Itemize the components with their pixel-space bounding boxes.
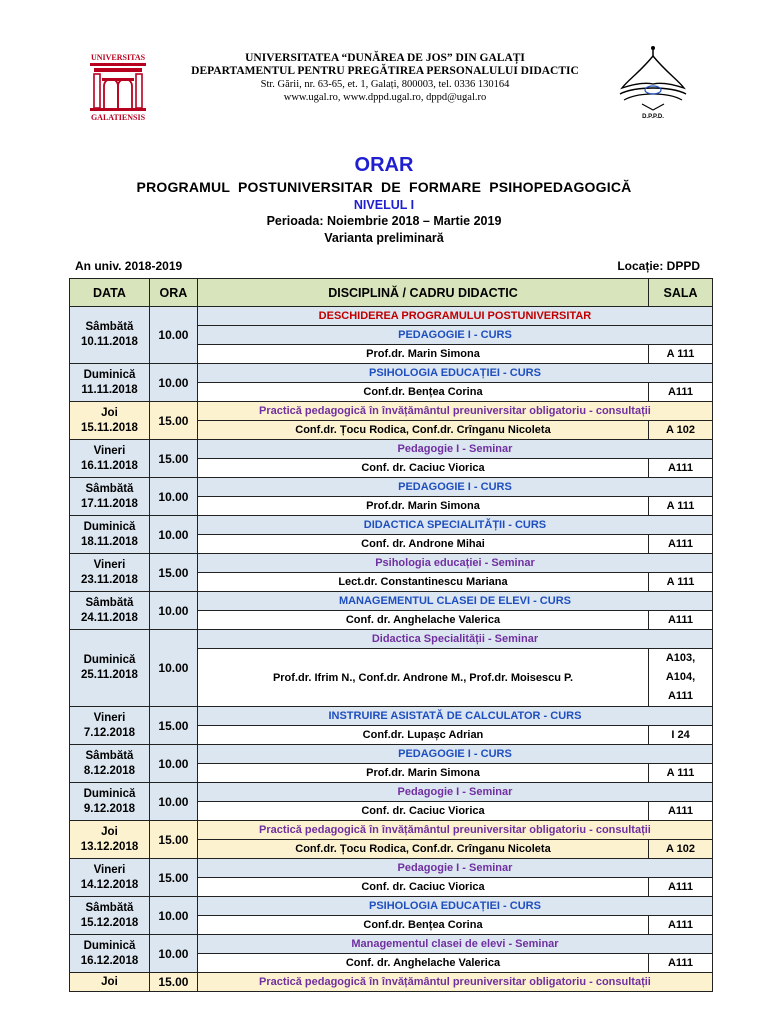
period-text: Perioada: Noiembrie 2018 – Martie 2019 xyxy=(266,214,502,228)
discipline-cell: Practică pedagogică în învățământul preuniversitar obligatoriu - consultații xyxy=(197,973,712,992)
date-value: 18.11.2018 xyxy=(81,535,138,548)
day-name: Duminică xyxy=(83,787,136,800)
time-cell: 15.00 xyxy=(149,707,197,745)
time-cell: 15.00 xyxy=(149,821,197,859)
header-data: DATA xyxy=(70,279,150,307)
table-row xyxy=(70,364,713,383)
date-cell xyxy=(70,897,150,935)
day-name: Sâmbătă xyxy=(85,596,134,609)
room-cell: A111 xyxy=(649,916,713,935)
date-value: 24.11.2018 xyxy=(81,611,138,624)
room-cell: A111 xyxy=(649,611,713,630)
room-cell: A111 xyxy=(649,878,713,897)
time-cell: 10.00 xyxy=(149,783,197,821)
opening-event: DESCHIDEREA PROGRAMULUI POSTUNIVERSITAR xyxy=(197,307,712,326)
date-value: 7.12.2018 xyxy=(83,726,136,739)
date-cell xyxy=(70,364,150,402)
discipline-cell: Pedagogie I - Seminar xyxy=(197,440,712,459)
date-cell xyxy=(70,745,150,783)
date-cell xyxy=(70,707,150,745)
room-cell: A111 xyxy=(649,802,713,821)
logo-left-bottom-text: GALATIENSIS xyxy=(90,113,146,122)
date-cell xyxy=(70,859,150,897)
dppd-logo-icon xyxy=(614,44,692,120)
level-title: NIVELUL I xyxy=(353,198,415,212)
teacher-cell: Conf.dr. Bențea Corina xyxy=(197,383,648,402)
time-cell: 15.00 xyxy=(149,402,197,440)
room-cell: A111 xyxy=(649,459,713,478)
discipline-cell: PSIHOLOGIA EDUCAȚIEI - CURS xyxy=(197,897,712,916)
table-row xyxy=(70,783,713,802)
room-cell: A111 xyxy=(649,954,713,973)
time-cell: 10.00 xyxy=(149,935,197,973)
date-value: 11.11.2018 xyxy=(81,383,138,396)
day-name: Joi xyxy=(101,975,118,988)
discipline-cell: PSIHOLOGIA EDUCAȚIEI - CURS xyxy=(197,364,712,383)
table-row xyxy=(70,897,713,916)
logo-right-text: D.P.P.D. xyxy=(642,114,664,120)
date-value: 8.12.2018 xyxy=(83,764,136,777)
schedule-table xyxy=(69,278,713,992)
date-cell xyxy=(70,592,150,630)
room-cell: I 24 xyxy=(649,726,713,745)
date-cell xyxy=(70,630,150,707)
date-value: 9.12.2018 xyxy=(83,802,136,815)
teacher-cell: Conf. dr. Caciuc Viorica xyxy=(197,802,648,821)
time-cell: 10.00 xyxy=(149,307,197,364)
date-value: 14.12.2018 xyxy=(80,878,139,891)
discipline-cell: DIDACTICA SPECIALITĂȚII - CURS xyxy=(197,516,712,535)
discipline-cell: INSTRUIRE ASISTATĂ DE CALCULATOR - CURS xyxy=(197,707,712,726)
room-cell: A 102 xyxy=(649,840,713,859)
discipline-cell: PEDAGOGIE I - CURS xyxy=(197,745,712,764)
teacher-cell: Conf. dr. Caciuc Viorica xyxy=(197,459,648,478)
header-ora: ORA xyxy=(149,279,197,307)
time-cell: 10.00 xyxy=(149,516,197,554)
discipline-cell: Psihologia educației - Seminar xyxy=(197,554,712,573)
date-value: 15.11.2018 xyxy=(81,421,138,434)
table-row xyxy=(70,745,713,764)
table-row xyxy=(70,440,713,459)
discipline-cell: Didactica Specialității - Seminar xyxy=(197,630,712,649)
teacher-cell: Prof.dr. Marin Simona xyxy=(197,764,648,783)
table-row xyxy=(70,402,713,421)
day-name: Sâmbătă xyxy=(85,482,134,495)
time-cell: 10.00 xyxy=(149,478,197,516)
date-value: 17.11.2018 xyxy=(81,497,138,510)
table-row xyxy=(70,973,713,992)
teacher-cell: Conf. dr. Anghelache Valerica xyxy=(197,954,648,973)
date-cell xyxy=(70,821,150,859)
location: Locație: DPPD xyxy=(617,259,700,273)
title-block xyxy=(0,152,768,247)
time-cell: 10.00 xyxy=(149,897,197,935)
date-cell xyxy=(70,973,150,992)
date-value: 15.12.2018 xyxy=(80,916,139,929)
teacher-cell: Prof.dr. Ifrim N., Conf.dr. Androne M., Prof.dr. Moisescu P. xyxy=(197,649,648,707)
time-cell: 15.00 xyxy=(149,554,197,592)
date-cell xyxy=(70,307,150,364)
room-cell: A 111 xyxy=(649,764,713,783)
university-logo-icon xyxy=(82,52,154,122)
table-row xyxy=(70,592,713,611)
institution-block xyxy=(180,52,590,104)
time-cell: 15.00 xyxy=(149,440,197,478)
table-row xyxy=(70,821,713,840)
date-value: 16.12.2018 xyxy=(80,954,139,967)
table-header-row xyxy=(70,279,713,307)
table-row xyxy=(70,630,713,649)
date-value: 23.11.2018 xyxy=(81,573,138,586)
variant-text: Varianta preliminară xyxy=(324,231,444,245)
day-name: Duminică xyxy=(83,939,136,952)
date-cell xyxy=(70,554,150,592)
time-cell: 10.00 xyxy=(149,364,197,402)
date-cell xyxy=(70,440,150,478)
date-cell xyxy=(70,935,150,973)
day-name: Duminică xyxy=(83,654,136,666)
room-cell: A 111 xyxy=(649,497,713,516)
teacher-cell: Lect.dr. Constantinescu Mariana xyxy=(197,573,648,592)
table-row xyxy=(70,859,713,878)
date-cell xyxy=(70,402,150,440)
day-name: Sâmbătă xyxy=(85,321,134,333)
discipline-cell: MANAGEMENTUL CLASEI DE ELEVI - CURS xyxy=(197,592,712,611)
time-cell: 10.00 xyxy=(149,745,197,783)
university-name: UNIVERSITATEA “DUNĂREA DE JOS” DIN GALAȚI xyxy=(245,52,525,64)
teacher-cell: Conf. dr. Caciuc Viorica xyxy=(197,878,648,897)
teacher-cell: Prof.dr. Marin Simona xyxy=(197,345,648,364)
discipline-cell: Practică pedagogică în învățământul preuniversitar obligatoriu - consultații xyxy=(197,821,712,840)
time-cell: 10.00 xyxy=(149,592,197,630)
logo-left-top-text: UNIVERSITAS xyxy=(90,53,146,62)
title-orar: ORAR xyxy=(354,154,414,176)
room-cell: A111 xyxy=(649,383,713,402)
date-value: 25.11.2018 xyxy=(81,669,138,681)
teacher-cell: Conf.dr. Bențea Corina xyxy=(197,916,648,935)
room-cell: A111 xyxy=(649,535,713,554)
meta-row xyxy=(75,259,700,273)
discipline-cell: Pedagogie I - Seminar xyxy=(197,783,712,802)
day-name: Joi xyxy=(101,825,118,838)
day-name: Sâmbătă xyxy=(85,749,134,762)
day-name: Joi xyxy=(101,406,118,419)
day-name: Duminică xyxy=(83,368,136,381)
table-row xyxy=(70,516,713,535)
room-cell: A 111 xyxy=(649,345,713,364)
room-cell: A 102 xyxy=(649,421,713,440)
room-cell: A 111 xyxy=(649,573,713,592)
date-cell xyxy=(70,516,150,554)
program-title: PROGRAMUL POSTUNIVERSITAR DE FORMARE PSIHOPEDAGOGICĂ xyxy=(136,179,632,195)
room-cell: A103, A104, A111 xyxy=(649,649,713,707)
discipline-cell: Pedagogie I - Seminar xyxy=(197,859,712,878)
discipline-cell: PEDAGOGIE I - CURS xyxy=(197,478,712,497)
header-sala: SALA xyxy=(649,279,713,307)
date-cell xyxy=(70,783,150,821)
time-cell: 15.00 xyxy=(149,973,197,992)
date-cell xyxy=(70,478,150,516)
header-disciplina: DISCIPLINĂ / CADRU DIDACTIC xyxy=(197,279,648,307)
day-name: Vineri xyxy=(93,444,126,457)
discipline-cell: Managementul clasei de elevi - Seminar xyxy=(197,935,712,954)
table-row xyxy=(70,707,713,726)
day-name: Vineri xyxy=(93,558,126,571)
discipline-cell: PEDAGOGIE I - CURS xyxy=(197,326,712,345)
day-name: Vineri xyxy=(93,711,126,724)
day-name: Duminică xyxy=(83,520,136,533)
table-row xyxy=(70,478,713,497)
day-name: Vineri xyxy=(93,863,126,876)
day-name: Sâmbătă xyxy=(85,901,134,914)
table-row xyxy=(70,307,713,326)
table-body xyxy=(70,307,713,992)
web-line: www.ugal.ro, www.dppd.ugal.ro, dppd@ugal.ro xyxy=(283,92,487,103)
date-value: 13.12.2018 xyxy=(80,840,139,853)
teacher-cell: Conf. dr. Androne Mihai xyxy=(197,535,648,554)
teacher-cell: Conf. dr. Anghelache Valerica xyxy=(197,611,648,630)
teacher-cell: Prof.dr. Marin Simona xyxy=(197,497,648,516)
teacher-cell: Conf.dr. Țocu Rodica, Conf.dr. Crînganu Nicoleta xyxy=(197,840,648,859)
table-row xyxy=(70,935,713,954)
academic-year: An univ. 2018-2019 xyxy=(75,259,183,273)
time-cell: 10.00 xyxy=(149,630,197,707)
teacher-cell: Conf.dr. Lupașc Adrian xyxy=(197,726,648,745)
discipline-cell: Practică pedagogică în învățământul preuniversitar obligatoriu - consultații xyxy=(197,402,712,421)
address-line: Str. Gării, nr. 63-65, et. 1, Galați, 800003, tel. 0336 130164 xyxy=(260,79,510,90)
date-value: 10.11.2018 xyxy=(81,336,138,348)
document-header xyxy=(0,0,768,140)
teacher-cell: Conf.dr. Țocu Rodica, Conf.dr. Crînganu Nicoleta xyxy=(197,421,648,440)
date-value: 16.11.2018 xyxy=(81,459,138,472)
table-row xyxy=(70,554,713,573)
time-cell: 15.00 xyxy=(149,859,197,897)
department-name: DEPARTAMENTUL PENTRU PREGĂTIREA PERSONALULUI DIDACTIC xyxy=(191,65,579,77)
